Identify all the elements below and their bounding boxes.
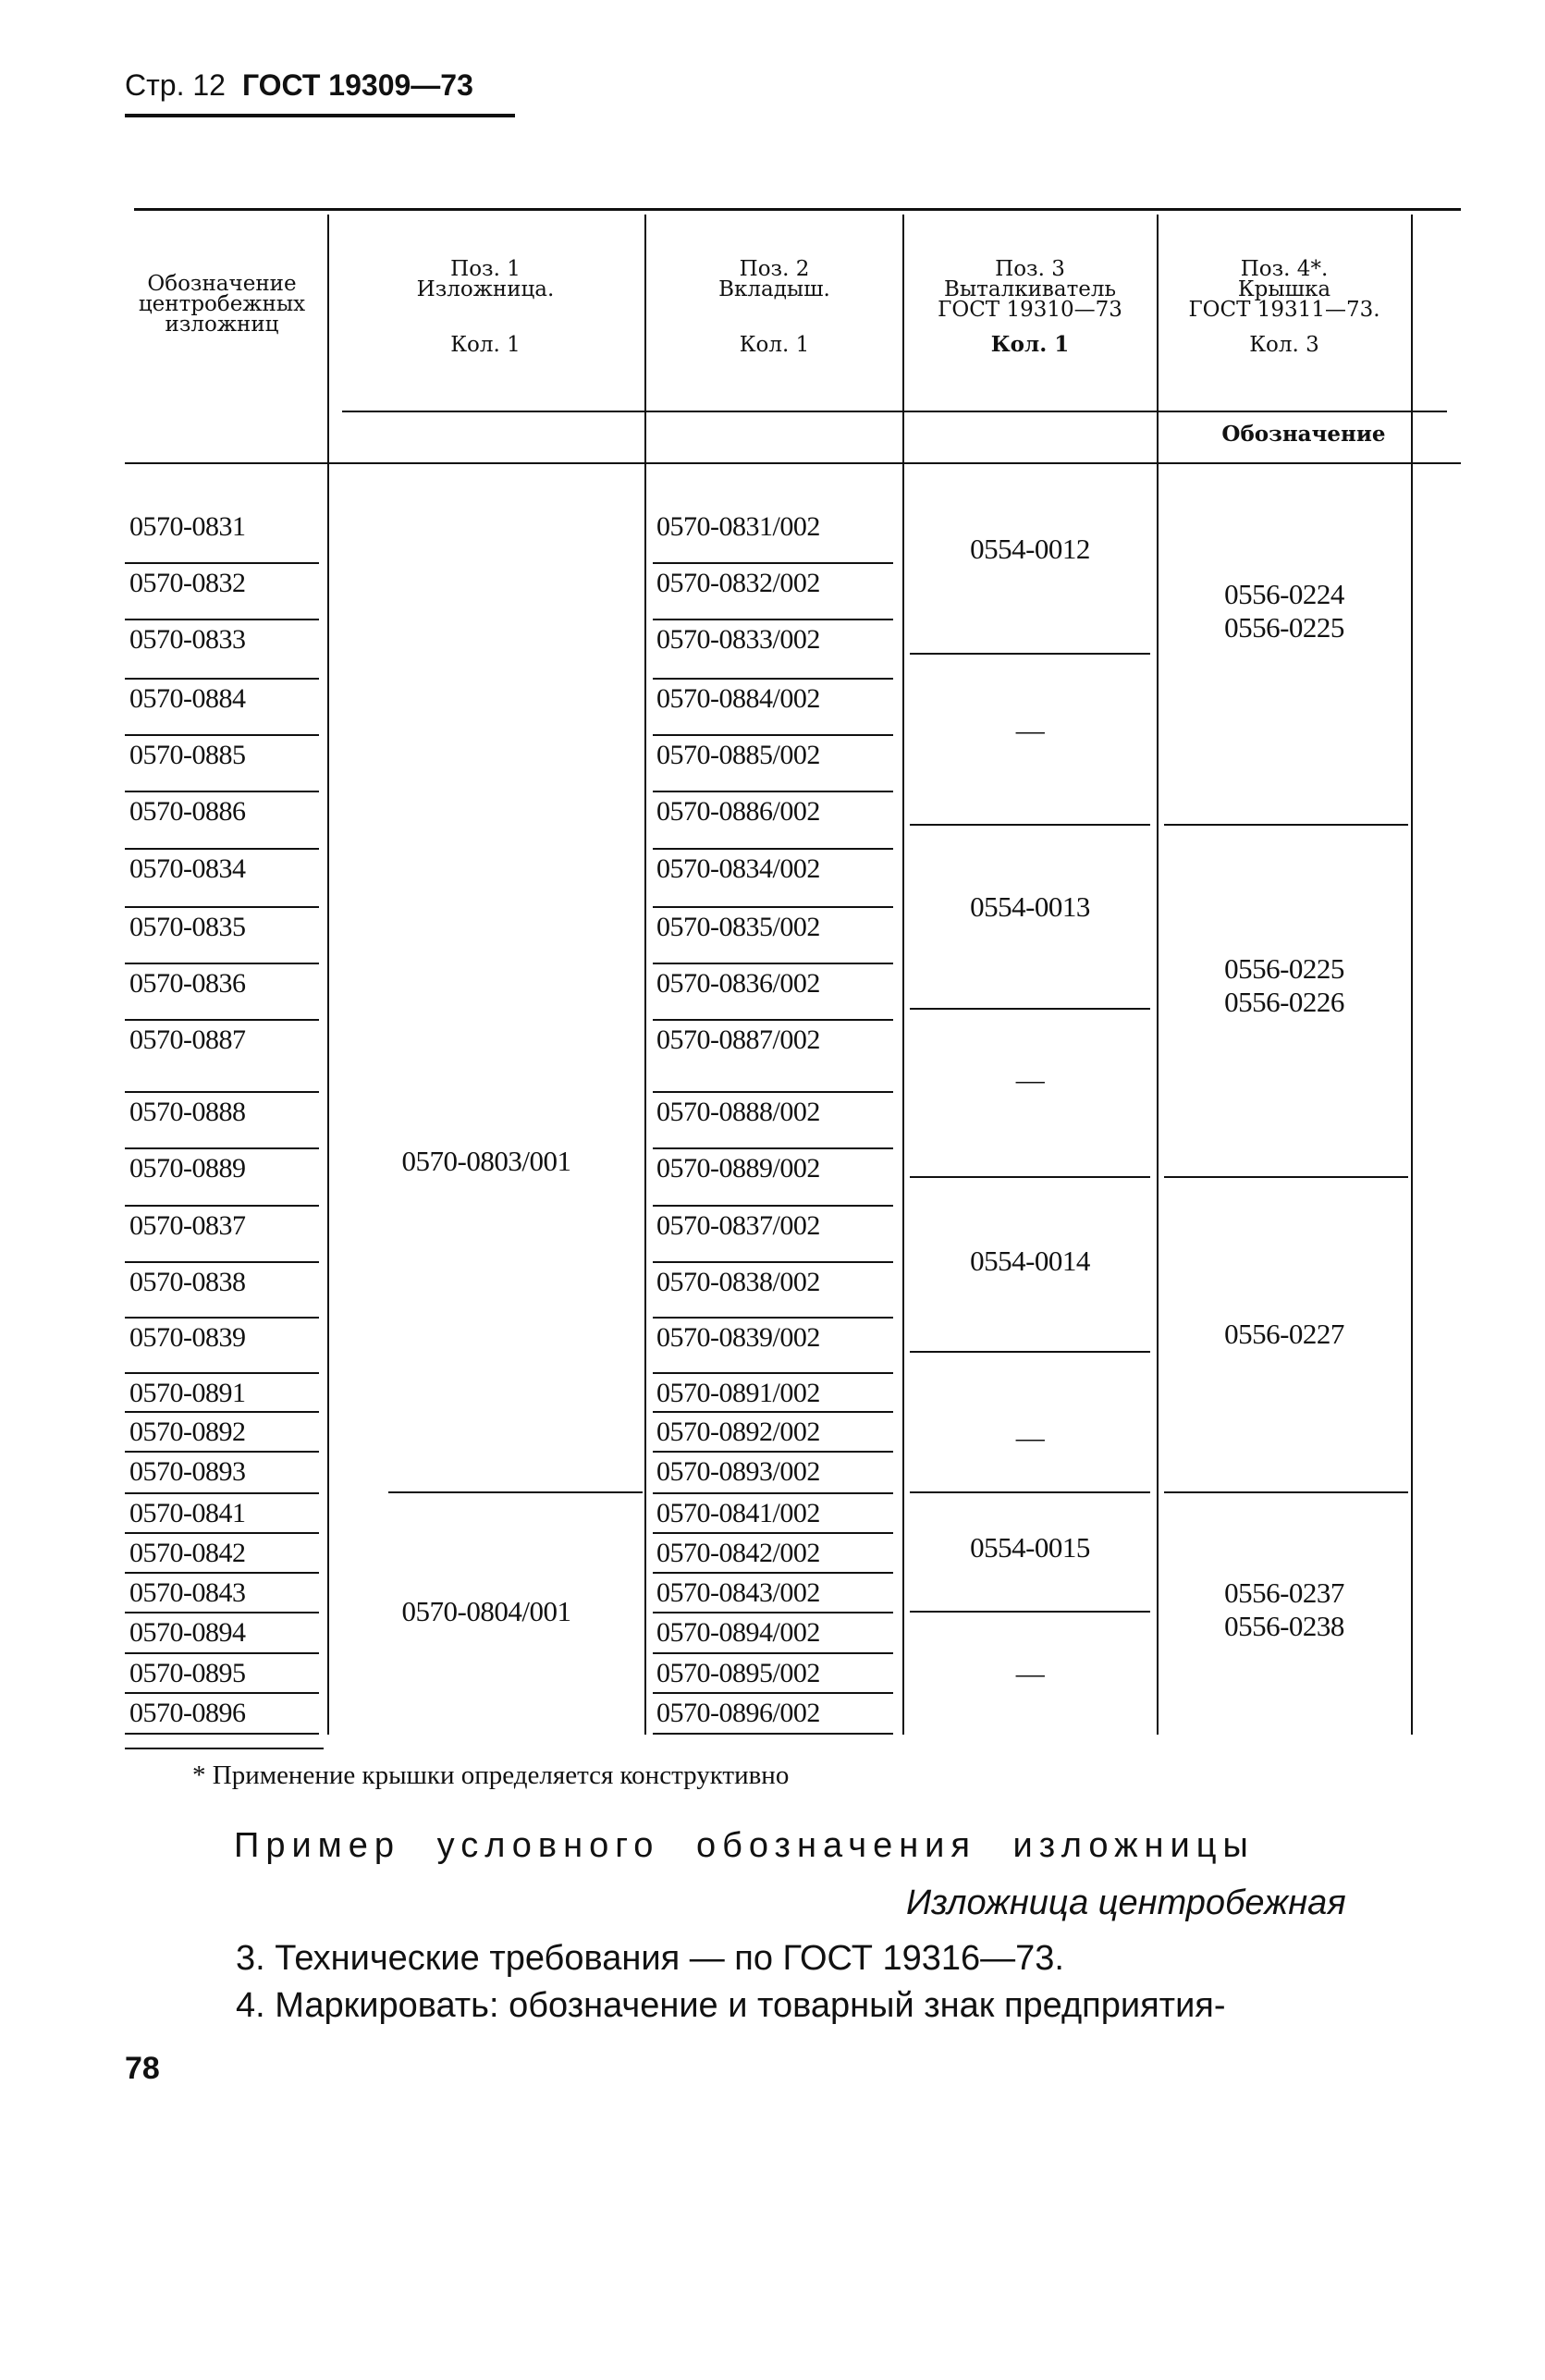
header-cover-pos: Поз. 4*. <box>1240 257 1329 281</box>
row-rule <box>125 1492 319 1494</box>
row-insert: 0570-0839/002 <box>656 1322 820 1353</box>
header-cover <box>1159 259 1409 355</box>
footnote: * Применение крышки определяется конструктивно <box>192 1760 790 1790</box>
row-rule <box>653 1451 893 1453</box>
row-rule <box>125 1692 319 1694</box>
header-insert-name: Вкладыш. <box>718 277 830 301</box>
row-designation: 0570-0884 <box>129 683 246 714</box>
row-designation: 0570-0837 <box>129 1210 246 1241</box>
row-rule <box>653 1492 893 1494</box>
row-designation: 0570-0839 <box>129 1322 246 1353</box>
ejector-sep <box>910 653 1150 655</box>
row-rule <box>125 1451 319 1453</box>
row-rule <box>125 1019 319 1021</box>
example-heading: Пример условного обозначения изложницы <box>234 1826 1255 1865</box>
divider-col2 <box>644 215 646 1735</box>
cover-sep <box>1164 1491 1408 1493</box>
row-designation: 0570-0843 <box>129 1577 246 1608</box>
mold-cell-1: 0570-0803/001 <box>401 1145 571 1177</box>
row-insert: 0570-0836/002 <box>656 968 820 999</box>
row-designation: 0570-0836 <box>129 968 246 999</box>
row-insert: 0570-0892/002 <box>656 1417 820 1447</box>
header-ejector-qty: Кол. 1 <box>990 332 1070 357</box>
header-insert <box>647 259 901 355</box>
row-designation: 0570-0889 <box>129 1153 246 1184</box>
row-designation: 0570-0838 <box>129 1267 246 1297</box>
header-mold-name: Изложница. <box>416 277 555 301</box>
row-rule <box>653 1372 893 1374</box>
row-rule <box>653 1692 893 1694</box>
row-rule <box>653 1019 893 1021</box>
row-designation: 0570-0895 <box>129 1658 246 1688</box>
row-insert: 0570-0831/002 <box>656 511 820 542</box>
row-rule <box>653 1411 893 1413</box>
row-insert: 0570-0842/002 <box>656 1538 820 1568</box>
row-rule <box>125 1372 319 1374</box>
ejector-sep <box>910 1491 1150 1493</box>
row-rule <box>125 562 319 564</box>
row-designation: 0570-0841 <box>129 1498 246 1528</box>
row-rule <box>125 848 319 850</box>
row-insert: 0570-0895/002 <box>656 1658 820 1688</box>
ejector-sep <box>910 1611 1150 1613</box>
row-rule <box>125 1612 319 1613</box>
subheader-designation: Обозначение <box>1221 422 1386 447</box>
page-header <box>125 68 473 103</box>
row-insert: 0570-0894/002 <box>656 1617 820 1648</box>
header-ejector <box>905 259 1155 355</box>
row-rule <box>653 1261 893 1263</box>
header-insert-pos: Поз. 2 <box>739 257 810 281</box>
ejector-cell-5: 0554-0014 <box>970 1245 1090 1277</box>
row-insert: 0570-0837/002 <box>656 1210 820 1241</box>
example-text: Изложница центробежная <box>906 1883 1346 1922</box>
cover-sep <box>1164 824 1408 826</box>
row-rule <box>125 1652 319 1654</box>
row-insert: 0570-0891/002 <box>656 1378 820 1408</box>
row-insert: 0570-0889/002 <box>656 1153 820 1184</box>
item-3: 3. Технические требования — по ГОСТ 19316—73. <box>236 1939 1064 1978</box>
row-rule <box>653 1317 893 1319</box>
row-rule <box>125 906 319 908</box>
row-insert: 0570-0832/002 <box>656 568 820 598</box>
ejector-cell-7: 0554-0015 <box>970 1531 1090 1564</box>
row-rule <box>125 1261 319 1263</box>
row-designation: 0570-0832 <box>129 568 246 598</box>
ejector-cell-4: — <box>1015 1063 1045 1096</box>
header-insert-qty: Кол. 1 <box>739 333 810 357</box>
row-insert: 0570-0843/002 <box>656 1577 820 1608</box>
row-rule <box>653 678 893 680</box>
row-insert: 0570-0888/002 <box>656 1097 820 1127</box>
row-rule <box>653 1532 893 1534</box>
row-rule <box>653 1652 893 1654</box>
row-rule <box>653 619 893 620</box>
row-rule <box>653 1147 893 1149</box>
row-designation: 0570-0834 <box>129 853 246 884</box>
row-designation: 0570-0888 <box>129 1097 246 1127</box>
ejector-cell-2: — <box>1015 714 1045 746</box>
row-insert: 0570-0886/002 <box>656 796 820 827</box>
cover-cell-4: 0556-0237 0556-0238 <box>1224 1576 1344 1642</box>
header-ejector-std: ГОСТ 19310—73 <box>938 298 1122 322</box>
row-insert: 0570-0896/002 <box>656 1698 820 1728</box>
cover-cell-1: 0556-0224 0556-0225 <box>1224 578 1344 644</box>
divider-col1 <box>327 215 329 1735</box>
header-mold-qty: Кол. 1 <box>450 333 521 357</box>
header-designation: Обозначение центробежных изложниц <box>138 272 306 337</box>
cover-cell-2: 0556-0225 0556-0226 <box>1224 952 1344 1018</box>
table-top-rule <box>134 208 1461 211</box>
row-rule <box>125 1317 319 1319</box>
row-rule <box>653 848 893 850</box>
row-insert: 0570-0885/002 <box>656 740 820 770</box>
ejector-sep <box>910 1176 1150 1178</box>
row-rule <box>653 1733 893 1735</box>
row-rule <box>125 791 319 792</box>
header-bottom-rule <box>125 462 1461 464</box>
row-rule <box>653 1091 893 1093</box>
row-designation: 0570-0891 <box>129 1378 246 1408</box>
header-mold-pos: Поз. 1 <box>450 257 521 281</box>
header-rule <box>125 114 515 117</box>
row-designation: 0570-0894 <box>129 1617 246 1648</box>
ejector-cell-3: 0554-0013 <box>970 890 1090 923</box>
row-designation: 0570-0892 <box>129 1417 246 1447</box>
row-insert: 0570-0834/002 <box>656 853 820 884</box>
row-rule <box>125 1147 319 1149</box>
row-rule <box>653 791 893 792</box>
row-rule <box>125 619 319 620</box>
header-ejector-pos: Поз. 3 <box>995 257 1065 281</box>
header-cover-name: Крышка <box>1237 277 1331 301</box>
row-designation: 0570-0887 <box>129 1024 246 1055</box>
row-designation: 0570-0833 <box>129 624 246 655</box>
row-designation: 0570-0842 <box>129 1538 246 1568</box>
ejector-cell-6: — <box>1015 1421 1045 1454</box>
ejector-sep <box>910 1008 1150 1010</box>
row-insert: 0570-0833/002 <box>656 624 820 655</box>
ejector-sep <box>910 824 1150 826</box>
ejector-sep <box>910 1351 1150 1353</box>
row-insert: 0570-0838/002 <box>656 1267 820 1297</box>
row-rule <box>125 1091 319 1093</box>
row-designation: 0570-0885 <box>129 740 246 770</box>
row-designation: 0570-0896 <box>129 1698 246 1728</box>
row-rule <box>653 1205 893 1207</box>
row-insert: 0570-0835/002 <box>656 912 820 942</box>
item-4: 4. Маркировать: обозначение и товарный знак предприятия- <box>236 1986 1226 2025</box>
row-insert: 0570-0841/002 <box>656 1498 820 1528</box>
row-designation: 0570-0831 <box>129 511 246 542</box>
row-insert: 0570-0884/002 <box>656 683 820 714</box>
row-designation: 0570-0835 <box>129 912 246 942</box>
row-rule <box>653 734 893 736</box>
mold-sep <box>388 1491 643 1493</box>
cover-sep <box>1164 1176 1408 1178</box>
row-designation: 0570-0886 <box>129 796 246 827</box>
row-rule <box>653 906 893 908</box>
footnote-rule <box>125 1748 324 1749</box>
row-rule <box>653 963 893 964</box>
row-rule <box>125 1733 319 1735</box>
row-rule <box>125 678 319 680</box>
row-rule <box>653 562 893 564</box>
cover-cell-3: 0556-0227 <box>1224 1318 1344 1350</box>
header-ejector-name: Выталкиватель <box>943 277 1117 301</box>
row-rule <box>125 1205 319 1207</box>
row-insert: 0570-0887/002 <box>656 1024 820 1055</box>
standard-number: ГОСТ 19309—73 <box>241 68 473 102</box>
row-rule <box>125 1572 319 1574</box>
row-insert: 0570-0893/002 <box>656 1456 820 1487</box>
ejector-cell-8: — <box>1015 1657 1045 1689</box>
row-rule <box>125 963 319 964</box>
ejector-cell-1: 0554-0012 <box>970 533 1090 565</box>
page-label: Стр. 12 <box>125 68 226 102</box>
row-rule <box>125 1411 319 1413</box>
header-cover-qty: Кол. 3 <box>1249 333 1319 357</box>
header-qty-rule <box>342 411 1447 412</box>
row-designation: 0570-0893 <box>129 1456 246 1487</box>
mold-cell-2: 0570-0804/001 <box>401 1595 571 1627</box>
row-rule <box>125 734 319 736</box>
divider-col3 <box>902 215 904 1735</box>
row-rule <box>653 1612 893 1613</box>
header-mold <box>333 259 638 355</box>
page-number: 78 <box>125 2051 160 2086</box>
row-rule <box>125 1532 319 1534</box>
header-cover-std: ГОСТ 19311—73. <box>1188 298 1380 322</box>
row-rule <box>653 1572 893 1574</box>
